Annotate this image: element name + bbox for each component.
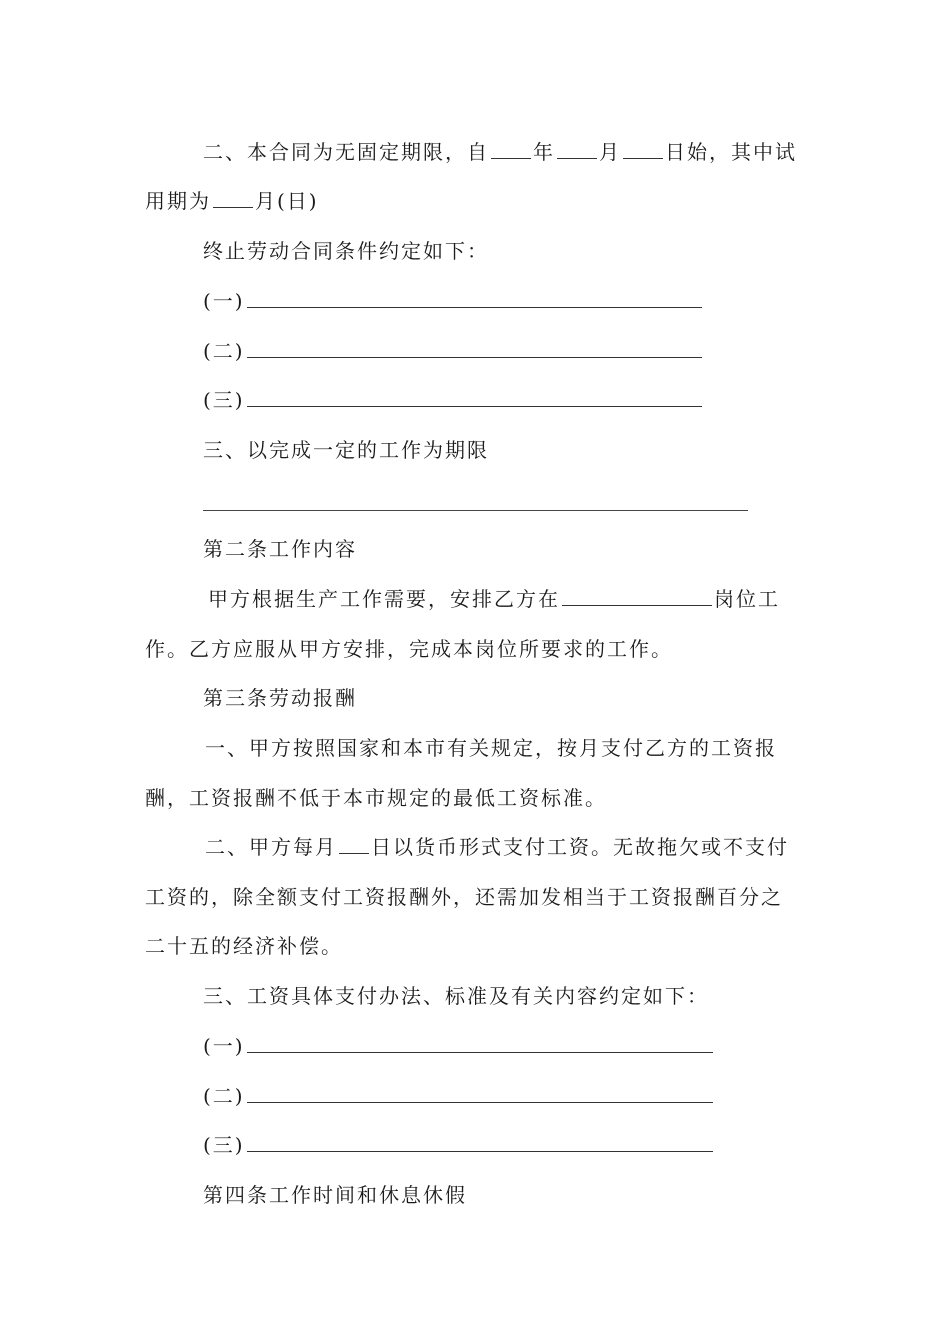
year-label: 年 (533, 140, 555, 164)
item-label: (一) (203, 289, 245, 313)
article-3-p1-line-2: 酬，工资报酬不低于本市规定的最低工资标准。 (145, 786, 607, 810)
article-3-heading: 第三条劳动报酬 (203, 686, 357, 710)
termination-item (203, 337, 704, 365)
article-2-para-line-1 (208, 585, 780, 613)
item-label: (二) (203, 339, 245, 363)
blank-line (247, 337, 702, 358)
item-label: (三) (203, 388, 245, 412)
term-line-1 (203, 138, 797, 166)
blank-position (562, 585, 712, 606)
para-text: 日以货币形式支付工资。无故拖欠或不支付 (371, 835, 789, 859)
termination-item (203, 287, 704, 315)
blank-day (623, 138, 663, 159)
task-term-text: 三、以完成一定的工作为期限 (203, 438, 489, 462)
para-text: 岗位工 (714, 587, 780, 611)
blank-line (247, 287, 702, 308)
article-3-p3: 三、工资具体支付办法、标准及有关内容约定如下： (203, 984, 709, 1008)
blank-line (247, 1131, 713, 1152)
para-text: 二、甲方每月 (205, 835, 337, 859)
pay-item (203, 1131, 715, 1159)
termination-item (203, 386, 704, 414)
article-3-p1-line-1: 一、甲方按照国家和本市有关规定，按月支付乙方的工资报 (205, 736, 777, 760)
probation-text: 用期为 (145, 189, 211, 213)
blank-year (491, 138, 531, 159)
blank-line (247, 1082, 713, 1103)
article-3-p2-line-3: 二十五的经济补偿。 (145, 934, 343, 958)
article-3-p2-line-2: 工资的，除全额支付工资报酬外，还需加发相当于工资报酬百分之 (145, 885, 783, 909)
termination-heading: 终止劳动合同条件约定如下： (203, 239, 489, 263)
item-label: (二) (203, 1084, 245, 1108)
month-label: 月 (599, 140, 621, 164)
item-label: (一) (203, 1034, 245, 1058)
probation-unit: 月(日) (255, 189, 319, 213)
blank-probation (213, 187, 253, 208)
blank-pay-day (339, 833, 369, 854)
term-text: 二、本合同为无固定期限，自 (203, 140, 489, 164)
article-3-p2-line-1 (205, 833, 789, 861)
task-term-blank (203, 510, 748, 511)
article-4-heading: 第四条工作时间和休息休假 (203, 1183, 467, 1207)
term-text-end: 日始，其中试 (665, 140, 797, 164)
blank-line (247, 1032, 713, 1053)
term-line-2 (145, 187, 319, 215)
blank-month (557, 138, 597, 159)
pay-item (203, 1082, 715, 1110)
para-text: 甲方根据生产工作需要，安排乙方在 (208, 587, 560, 611)
pay-item (203, 1032, 715, 1060)
item-label: (三) (203, 1133, 245, 1157)
blank-line (247, 386, 702, 407)
article-2-para-line-2: 作。乙方应服从甲方安排，完成本岗位所要求的工作。 (145, 637, 673, 661)
article-2-heading: 第二条工作内容 (203, 537, 357, 561)
